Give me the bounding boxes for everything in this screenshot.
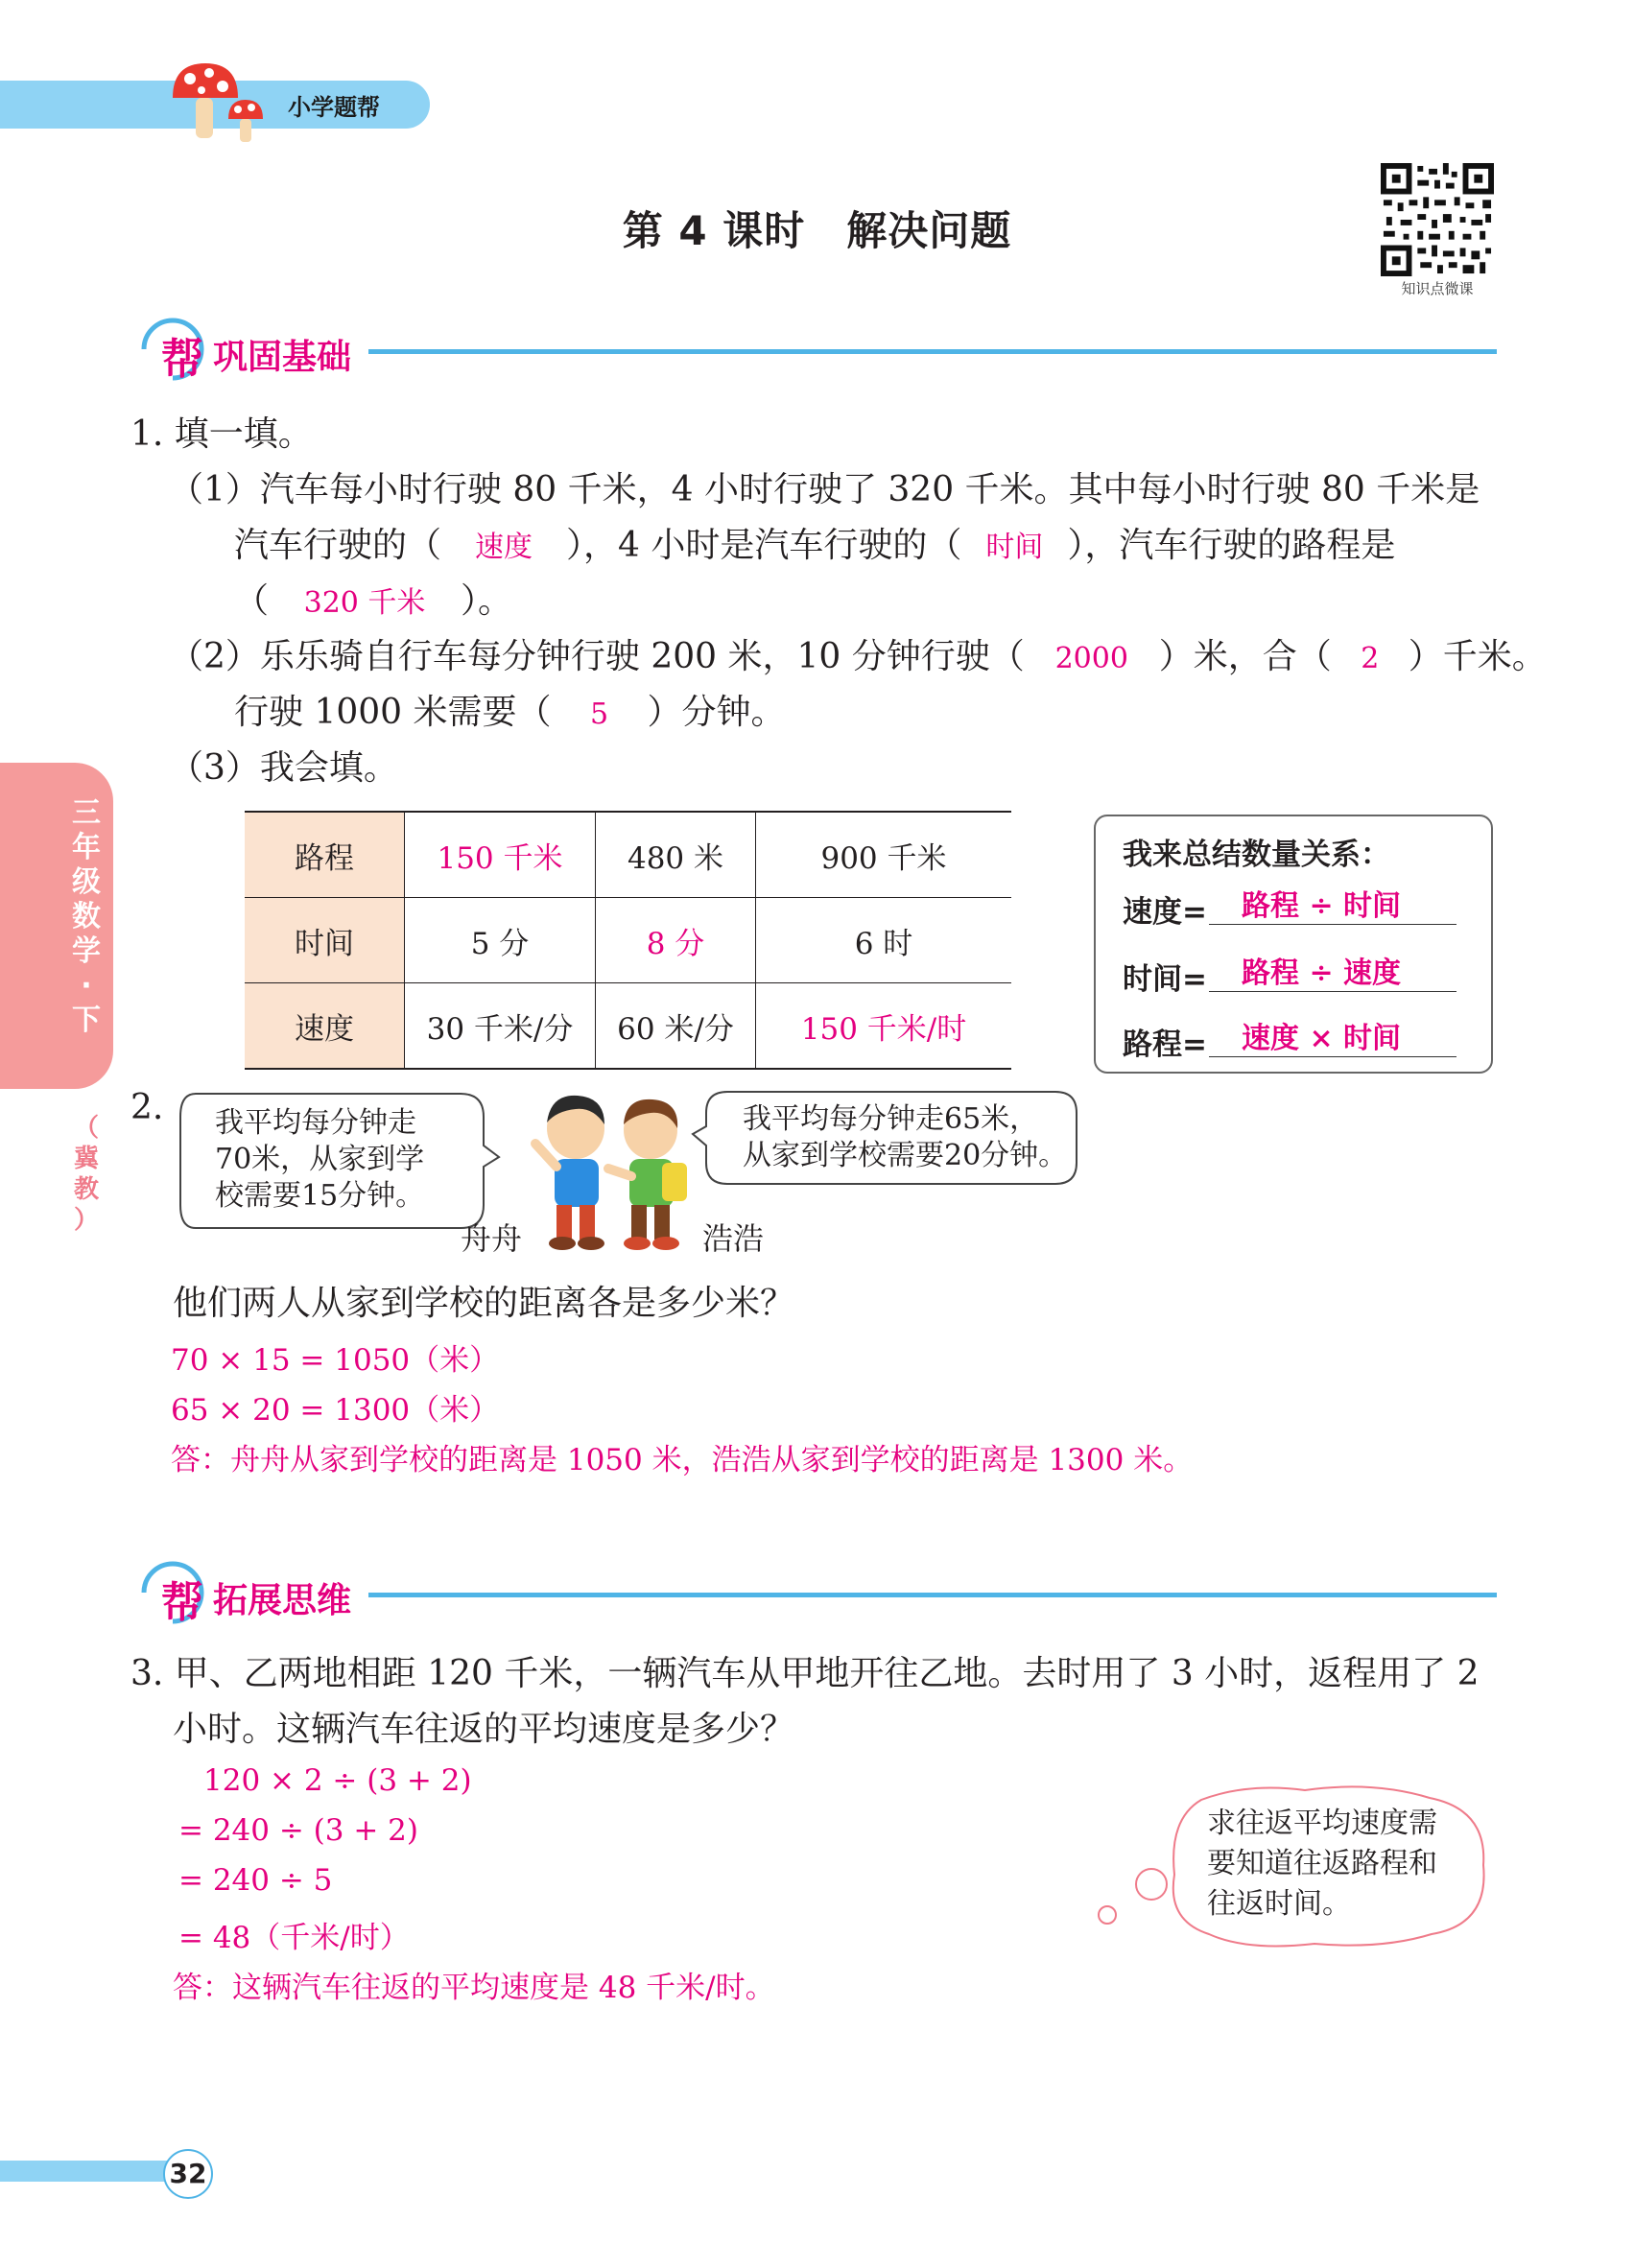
text: ）千米。: [1408, 637, 1547, 676]
table-cell: 150 千米: [405, 812, 596, 898]
table-cell: 480 米: [596, 812, 756, 898]
qr-code-icon: [1380, 163, 1495, 276]
table-cell: 900 千米: [756, 812, 1012, 898]
section-rule: [368, 349, 1497, 354]
row-header: 速度: [245, 983, 405, 1070]
q1-heading: 1. 填一填。: [130, 414, 313, 454]
summary-label: 路程=: [1123, 1028, 1207, 1062]
q3-line2: 小时。这辆汽车往返的平均速度是多少？: [173, 1710, 795, 1749]
table-row: [245, 898, 1011, 983]
page-title: 第 4 课时 解决问题: [622, 207, 1012, 254]
bubble-line: 我平均每分钟走65米，: [743, 1102, 1039, 1136]
section-badge-char: 帮: [161, 335, 203, 384]
two-kids-illustration-icon: [518, 1086, 710, 1259]
bubble-line: 我平均每分钟走: [215, 1106, 416, 1140]
row-header: 路程: [245, 812, 405, 898]
summary-answer: 路程 ÷ 时间: [1209, 882, 1456, 925]
section-title: 拓展思维: [213, 1581, 352, 1620]
text: ），4 小时是汽车行驶的（: [566, 526, 962, 565]
section-header-basics: [134, 311, 1497, 384]
section-badge-char: 帮: [161, 1578, 203, 1627]
answer-blank: 2: [1361, 642, 1380, 675]
q1-part1-line3: [234, 574, 512, 631]
mushroom-logo-icon: [161, 58, 276, 146]
bubble-line: 从家到学校需要20分钟。: [743, 1139, 1068, 1172]
q3-step: 120 × 2 ÷ (3 + 2): [203, 1763, 472, 1798]
summary-answer: 速度 × 时间: [1209, 1014, 1456, 1057]
section-rule: [368, 1593, 1497, 1597]
bubble-line: 校需要15分钟。: [215, 1179, 425, 1213]
hint-line: 往返时间。: [1207, 1887, 1351, 1921]
page-number-bar: [0, 2161, 178, 2182]
name-haohao: 浩浩: [702, 1220, 765, 1257]
text: ）分钟。: [647, 693, 786, 732]
q3-line1: 3. 甲、乙两地相距 120 千米，一辆汽车从甲地开往乙地。去时用了 3 小时，返程用了 2: [130, 1654, 1480, 1693]
bubble-right-text: [743, 1101, 1067, 1174]
row-header: 时间: [245, 898, 405, 983]
hint-line: 要知道往返路程和: [1207, 1847, 1437, 1880]
answer-blank: 5: [589, 697, 609, 731]
q2-answer-conclusion: 答：舟舟从家到学校的距离是 1050 米，浩浩从家到学校的距离是 1300 米。: [171, 1443, 1194, 1477]
table-row: [245, 812, 1011, 898]
text: 汽车行驶的（: [234, 526, 442, 565]
q2-question: 他们两人从家到学校的距离各是多少米？: [173, 1284, 795, 1323]
table-cell: 60 米/分: [596, 983, 756, 1070]
q1-part3-heading: （3）我会填。: [169, 748, 398, 788]
q3-step: = 240 ÷ (3 + 2): [178, 1813, 418, 1848]
text: ），汽车行驶的路程是: [1067, 526, 1396, 565]
answer-blank: 320 千米: [303, 586, 426, 620]
summary-label: 速度=: [1123, 895, 1207, 930]
summary-title: 我来总结数量关系：: [1123, 838, 1390, 872]
side-tab-grade: 三 年 级 数 学 · 下: [72, 796, 101, 1037]
bubble-line: 70米，从家到学: [215, 1143, 425, 1176]
text: 行驶 1000 米需要（: [234, 693, 552, 732]
text: （2）乐乐骑自行车每分钟行驶 200 米，10 分钟行驶（: [169, 637, 1025, 676]
header-label: 小学题帮: [288, 94, 380, 121]
table-cell: 6 时: [756, 898, 1012, 983]
q2-answer-line: 70 × 15 = 1050（米）: [171, 1343, 500, 1378]
table-cell: 5 分: [405, 898, 596, 983]
section-header-extension: [134, 1554, 1497, 1627]
q3-step: = 240 ÷ 5: [178, 1863, 333, 1898]
table-cell: 30 千米/分: [405, 983, 596, 1070]
bubble-left-text: [215, 1105, 424, 1215]
text: ）。: [461, 581, 513, 621]
summary-box: [1094, 815, 1493, 1074]
table-cell: 8 分: [596, 898, 756, 983]
summary-answer: 路程 ÷ 速度: [1209, 949, 1456, 992]
text: （: [234, 581, 270, 621]
q3-answer-conclusion: 答：这辆汽车往返的平均速度是 48 千米/时。: [173, 1971, 775, 2005]
table-cell: 150 千米/时: [756, 983, 1012, 1070]
q1-part1-line1: （1）汽车每小时行驶 80 千米，4 小时行驶了 320 千米。其中每小时行驶 80 千米是: [169, 470, 1480, 509]
answer-blank: 2000: [1054, 642, 1128, 675]
q2-answer-line: 65 × 20 = 1300（米）: [171, 1393, 500, 1428]
summary-label: 时间=: [1123, 962, 1207, 997]
answer-blank: 速度: [475, 531, 533, 564]
q1-part2-line2: [234, 685, 786, 743]
q3-step: = 48（千米/时）: [178, 1921, 410, 1955]
table-row: [245, 983, 1011, 1070]
q1-part1-line2: [234, 518, 1395, 576]
section-title: 巩固基础: [213, 338, 352, 377]
page-number: 32: [163, 2149, 213, 2199]
qr-caption: 知识点微课: [1401, 280, 1474, 297]
answer-blank: 时间: [985, 531, 1044, 564]
q2-number: 2.: [130, 1088, 164, 1127]
q1-part2-line1: [169, 629, 1547, 687]
hint-text: [1207, 1804, 1437, 1925]
name-zhouzhou: 舟舟: [461, 1220, 523, 1257]
side-tab-edition: （ 冀 教 ）: [73, 1114, 99, 1235]
speed-table: [245, 811, 1011, 1070]
hint-line: 求往返平均速度需: [1207, 1807, 1437, 1840]
text: ）米，合（: [1158, 637, 1332, 676]
